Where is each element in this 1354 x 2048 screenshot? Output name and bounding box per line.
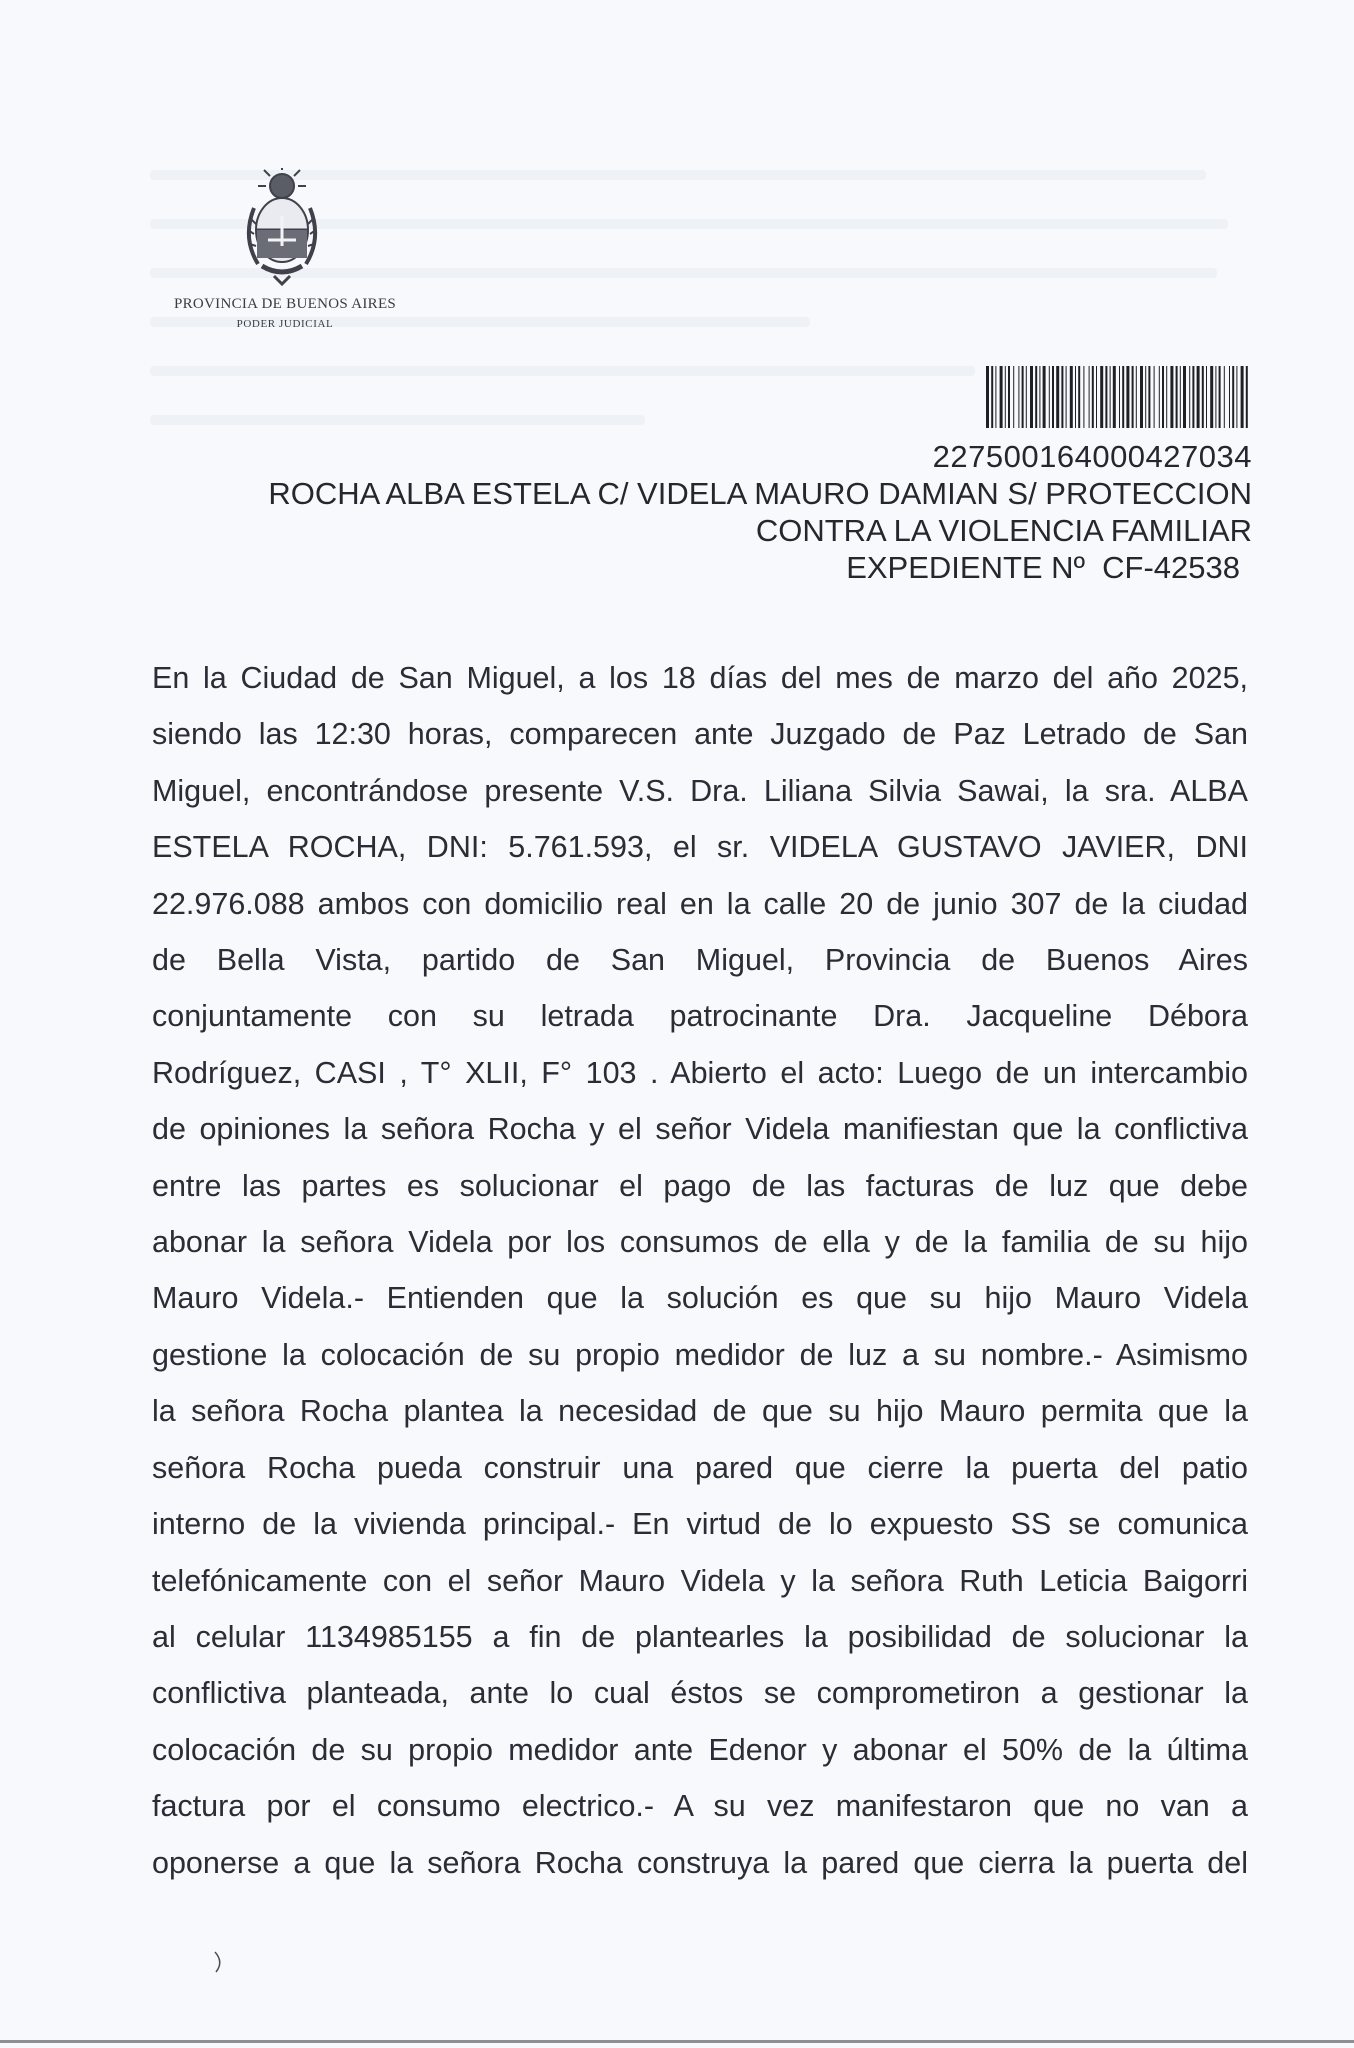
body-line: Rodríguez, CASI , T° XLII, F° 103 . Abierto el acto: Luego de un intercambio xyxy=(152,1055,1248,1090)
document-body xyxy=(152,650,1248,1891)
barcode-bar xyxy=(1113,366,1116,428)
body-line: Miguel, encontrándose presente V.S. Dra. Liliana Silvia Sawai, la sra. ALBA xyxy=(152,773,1248,808)
barcode-bar xyxy=(1092,366,1094,428)
barcode-bar xyxy=(1224,366,1225,428)
barcode-bar xyxy=(1018,366,1019,428)
judicial-branch: PODER JUDICIAL xyxy=(236,318,334,330)
barcode-bar xyxy=(1039,366,1040,428)
case-barcode xyxy=(986,366,1248,428)
barcode-bar xyxy=(1089,366,1090,428)
barcode-bar xyxy=(1197,366,1200,428)
barcode-bar xyxy=(991,366,993,428)
barcode-bar xyxy=(1232,366,1234,428)
barcode-bar xyxy=(1229,366,1230,428)
barcode-bar xyxy=(1043,366,1046,428)
body-line: 22.976.088 ambos con domicilio real en la calle 20 de junio 307 de la ciudad xyxy=(152,886,1248,921)
barcode-bar xyxy=(1035,366,1037,428)
barcode-bar xyxy=(1210,366,1213,428)
body-line: señora Rocha pueda construir una pared que cierre la puerta del patio xyxy=(152,1450,1248,1485)
body-line: En la Ciudad de San Miguel, a los 18 días del mes de marzo del año 2025, xyxy=(152,661,1248,695)
body-line: al celular 1134985155 a fin de plantearles la posibilidad de solucionar la xyxy=(152,1619,1248,1654)
body-line: abonar la señora Videla por los consumos de ella y de la familia de su hijo xyxy=(152,1225,1248,1260)
barcode-bar xyxy=(1122,366,1124,428)
barcode-bar xyxy=(1219,366,1221,428)
barcode-bar xyxy=(1100,366,1103,428)
body-line: de opiniones la señora Rocha y el señor Videla manifiestan que la conflictiva xyxy=(152,1112,1248,1147)
barcode-bar xyxy=(1166,366,1167,428)
barcode-bar xyxy=(1246,366,1248,428)
barcode-bar xyxy=(1140,366,1143,428)
barcode-bar xyxy=(1206,366,1207,428)
buenos-aires-coat-of-arms-icon xyxy=(240,168,324,286)
barcode-bar xyxy=(1005,366,1006,428)
province-name: PROVINCIA DE BUENOS AIRES xyxy=(173,296,397,312)
barcode-bar xyxy=(1192,366,1194,428)
barcode-bar xyxy=(1162,366,1164,428)
body-line: la señora Rocha plantea la necesidad de que su hijo Mauro permita que la xyxy=(152,1394,1248,1429)
body-line: conflictiva planteada, ante lo cual éstos se comprometiron a gestionar la xyxy=(152,1676,1248,1711)
barcode-bar xyxy=(1052,366,1054,428)
barcode-bar xyxy=(1022,366,1024,428)
body-line: Mauro Videla.- Entienden que la solución es que su hijo Mauro Videla xyxy=(152,1281,1248,1316)
case-title-line-1: ROCHA ALBA ESTELA C/ VIDELA MAURO DAMIAN S/ PROTECCION xyxy=(268,476,1252,511)
barcode-bar xyxy=(1070,366,1073,428)
body-line: ESTELA ROCHA, DNI: 5.761.593, el sr. VIDELA GUSTAVO JAVIER, DNI xyxy=(152,830,1248,865)
barcode-bar xyxy=(1136,366,1137,428)
barcode-bar xyxy=(1202,366,1204,428)
barcode-bar xyxy=(1110,366,1111,428)
barcode-bar xyxy=(1049,366,1050,428)
barcode-bar xyxy=(1183,366,1186,428)
case-number: 227500164000427034 xyxy=(932,439,1252,474)
barcode-bar xyxy=(1148,366,1150,428)
barcode-bar xyxy=(1066,366,1067,428)
case-header xyxy=(268,438,1252,586)
barcode-bar xyxy=(1145,366,1146,428)
barcode-bar xyxy=(1000,366,1003,428)
barcode-bar xyxy=(1013,366,1014,428)
barcode-bar xyxy=(1008,366,1010,428)
barcode-bar xyxy=(1083,366,1084,428)
expediente-number: CF-42538 xyxy=(1102,550,1240,585)
letterhead xyxy=(140,294,430,334)
barcode-bar xyxy=(1078,366,1080,428)
barcode-bar xyxy=(1056,366,1059,428)
barcode-bar xyxy=(1189,366,1190,428)
expediente xyxy=(268,549,1252,586)
barcode-bar xyxy=(1170,366,1173,428)
body-line: oponerse a que la señora Rocha construya la pared que cierra la puerta del xyxy=(152,1845,1248,1880)
body-line: siendo las 12:30 horas, comparecen ante Juzgado de Paz Letrado de San xyxy=(152,717,1248,752)
case-title-line-2: CONTRA LA VIOLENCIA FAMILIAR xyxy=(755,513,1252,548)
barcode-bar xyxy=(1119,366,1120,428)
body-line: entre las partes es solucionar el pago de las facturas de luz que debe xyxy=(152,1168,1248,1203)
barcode-bar xyxy=(986,366,989,428)
barcode-bar xyxy=(1176,366,1178,428)
barcode-bar xyxy=(1126,366,1129,428)
barcode-bar xyxy=(1241,366,1244,428)
body-line: conjuntamente con su letrada patrocinante Dra. Jacqueline Débora xyxy=(152,999,1248,1034)
barcode-bar xyxy=(1061,366,1063,428)
barcode-bar xyxy=(1096,366,1097,428)
stray-pen-mark xyxy=(212,1950,226,1974)
body-line: interno de la vivienda principal.- En virtud de lo expuesto SS se comunica xyxy=(152,1507,1248,1542)
body-line: de Bella Vista, partido de San Miguel, Provincia de Buenos Aires xyxy=(152,943,1248,978)
barcode-bar xyxy=(1132,366,1134,428)
barcode-bar xyxy=(1026,366,1027,428)
body-line: gestione la colocación de su propio medidor de luz a su nombre.- Asimismo xyxy=(152,1337,1248,1372)
barcode-bar xyxy=(1215,366,1216,428)
barcode-bar xyxy=(1105,366,1107,428)
barcode-bar xyxy=(1075,366,1076,428)
barcode-bar xyxy=(1030,366,1033,428)
page-bottom-edge xyxy=(0,2040,1354,2043)
body-line: telefónicamente con el señor Mauro Videla y la señora Ruth Leticia Baigorri xyxy=(152,1563,1248,1598)
barcode-bar xyxy=(995,366,996,428)
barcode-bar xyxy=(1154,366,1155,428)
body-line: colocación de su propio medidor ante Edenor y abonar el 50% de la última xyxy=(152,1732,1248,1767)
barcode-bar xyxy=(1180,366,1181,428)
barcode-bar xyxy=(1236,366,1237,428)
barcode-bar xyxy=(1159,366,1160,428)
expediente-label: EXPEDIENTE Nº xyxy=(846,550,1085,585)
body-line: factura por el consumo electrico.- A su vez manifestaron que no van a xyxy=(152,1789,1248,1824)
